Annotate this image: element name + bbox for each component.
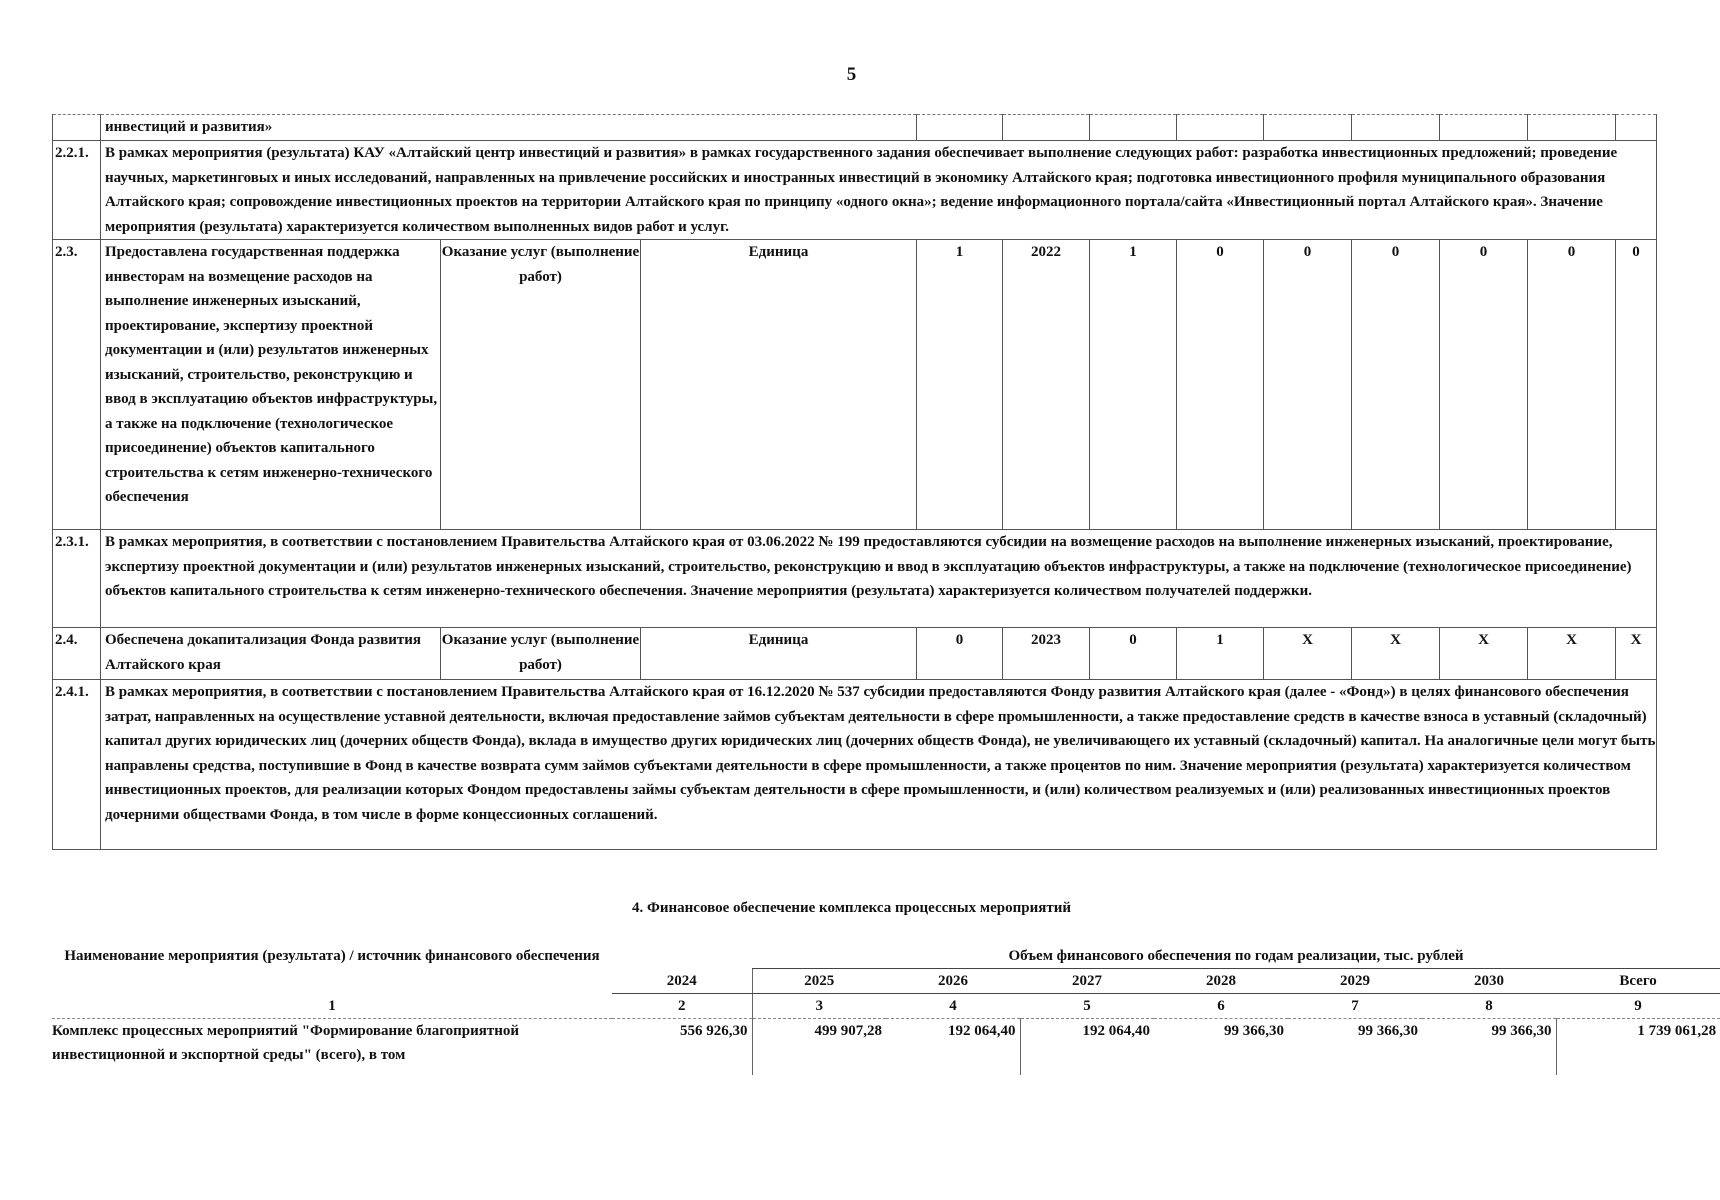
year-header: 2025: [752, 969, 886, 994]
table-row: [52, 1019, 1720, 1075]
cell: [1003, 115, 1090, 141]
column-index: 1: [52, 994, 612, 1019]
row-code: 2.4.1.: [53, 680, 101, 850]
amount-cell: 556 926,30: [680, 1023, 748, 1039]
value-cell: 0: [917, 628, 1003, 680]
row-description: В рамках мероприятия, в соответствии с постановлением Правительства Алтайского края от 03.06.2022 № 199 предоставляются субсидии на возмещение расходов на выполнение инженерных изысканий, проектирование, экспертизу проектной документации и (или) результатов инженерных изысканий, строительство, реконструкцию и ввод в эксплуатацию объектов инфраструктуры, а также на подключение (технологическое присоединение) объектов капитального строительства к сетям инженерно-технического обеспечения. Значение мероприятия (результата) характеризуется количеством получателей поддержки.: [101, 530, 1657, 628]
result-type: Оказание услуг (выполнение работ): [441, 628, 641, 680]
column-index: 2: [612, 994, 752, 1019]
year-header: 2026: [886, 969, 1020, 994]
row-code: [53, 115, 101, 141]
value-cell: 0: [1177, 240, 1264, 530]
finance-row-name: Комплекс процессных мероприятий "Формирование благоприятной инвестиционной и экспортной среды" (всего), в том: [52, 1023, 520, 1063]
name-column-header: Наименование мероприятия (результата) / источник финансового обеспечения: [64, 948, 600, 964]
year-group-header: Объем финансового обеспечения по годам реализации, тыс. рублей: [752, 944, 1720, 969]
amount-cell: 1 739 061,28: [1556, 1019, 1720, 1075]
table-row: [53, 240, 1657, 530]
results-table: [52, 114, 1657, 850]
value-cell: X: [1440, 628, 1528, 680]
row-code: 2.4.: [53, 628, 101, 680]
amount-cell: 192 064,40: [1020, 1019, 1154, 1075]
cell: [1177, 115, 1264, 141]
value-cell: 2023: [1003, 628, 1090, 680]
value-cell: 0: [1616, 240, 1657, 530]
cell: [612, 944, 752, 969]
value-cell: 1: [917, 240, 1003, 530]
year-header: 2028: [1154, 969, 1288, 994]
column-index: 6: [1154, 994, 1288, 1019]
finance-table: [52, 944, 1720, 1075]
row-code: 2.3.1.: [53, 530, 101, 628]
value-cell: X: [1528, 628, 1616, 680]
value-cell: 0: [1352, 240, 1440, 530]
section-title: 4. Финансовое обеспечение комплекса процессных мероприятий: [632, 900, 1071, 916]
value-cell: 2022: [1003, 240, 1090, 530]
table-row: [53, 628, 1657, 680]
column-index: 3: [752, 994, 886, 1019]
value-cell: 1: [1090, 240, 1177, 530]
value-cell: X: [1264, 628, 1352, 680]
row-description: В рамках мероприятия (результата) КАУ «Алтайский центр инвестиций и развития» в рамках государственного задания обеспечивает выполнение следующих работ: разработка инвестиционных предложений; проведение научных, маркетинговых и иных исследований, направленных на привлечение российских и иностранных инвестиций в экономику Алтайского края; подготовка инвестиционного профиля муниципального образования Алтайского края; сопровождение инвестиционных проектов на территории Алтайского края по принципу «одного окна»; ведение информационного портала/сайта «Инвестиционный портал Алтайского края». Значение мероприятия (результата) характеризуется количеством выполненных видов работ и услуг.: [101, 141, 1657, 240]
finance-index-row: [52, 994, 1720, 1019]
amount-cell: 99 366,30: [1491, 1023, 1552, 1039]
cell: [1440, 115, 1528, 141]
value-cell: 0: [1090, 628, 1177, 680]
result-unit: Единица: [641, 628, 917, 680]
cell: [1352, 115, 1440, 141]
table-row: [53, 680, 1657, 850]
column-index: 4: [886, 994, 1020, 1019]
value-cell: X: [1616, 628, 1657, 680]
row-code: 2.3.: [53, 240, 101, 530]
cell: [1616, 115, 1657, 141]
row-text: инвестиций и развития»: [101, 115, 917, 141]
value-cell: 0: [1440, 240, 1528, 530]
row-description: В рамках мероприятия, в соответствии с постановлением Правительства Алтайского края от 16.12.2020 № 537 субсидии предоставляются Фонду развития Алтайского края (далее - «Фонд») в целях финансового обеспечения затрат, направленных на осуществление уставной деятельности, включая предоставление займов субъектам деятельности в сфере промышленности, а также предоставление средств в качестве взноса в уставный (складочный) капитал других юридических лиц (дочерних обществ Фонда), вклада в имущество других юридических лиц (дочерних обществ Фонда), не увеличивающего их уставный (складочный) капитал. На аналогичные цели могут быть направлены средства, поступившие в Фонд в качестве возврата сумм займов субъектами деятельности в сфере промышленности, а также процентов по ним. Значение мероприятия (результата) характеризуется количеством инвестиционных проектов, для реализации которых Фондом предоставлены займы субъектам деятельности в сфере промышленности, и (или) количеством реализуемых и (или) реализованных инвестиционных проектов дочерними обществами Фонда, в том числе в форме концессионных соглашений.: [101, 680, 1657, 850]
result-name: Обеспечена докапитализация Фонда развития Алтайского края: [101, 628, 441, 680]
value-cell: 1: [1177, 628, 1264, 680]
table-row: [53, 115, 1657, 141]
year-header: 2024: [612, 969, 752, 994]
amount-cell: 192 064,40: [948, 1023, 1016, 1039]
result-type: Оказание услуг (выполнение работ): [441, 240, 641, 530]
table-row: [53, 530, 1657, 628]
finance-header-row: [52, 944, 1720, 969]
cell: [1528, 115, 1616, 141]
amount-cell: 499 907,28: [752, 1019, 886, 1075]
column-index: 8: [1422, 994, 1556, 1019]
amount-cell: 99 366,30: [1358, 1023, 1418, 1039]
table-row: [53, 141, 1657, 240]
value-cell: X: [1352, 628, 1440, 680]
result-unit: Единица: [641, 240, 917, 530]
page-number: 5: [846, 64, 857, 85]
year-header: 2029: [1288, 969, 1422, 994]
cell: [1090, 115, 1177, 141]
column-index: 5: [1020, 994, 1154, 1019]
cell: [917, 115, 1003, 141]
amount-cell: 99 366,30: [1224, 1023, 1284, 1039]
column-index: 7: [1288, 994, 1422, 1019]
year-header: Всего: [1556, 969, 1720, 994]
value-cell: 0: [1528, 240, 1616, 530]
year-header: 2030: [1422, 969, 1556, 994]
cell: [1264, 115, 1352, 141]
result-name: Предоставлена государственная поддержка инвесторам на возмещение расходов на выполнение инженерных изысканий, проектирование, экспертизу проектной документации и (или) результатов инженерных изысканий, строительство, реконструкцию и ввод в эксплуатацию объектов инфраструктуры, а также на подключение (технологическое присоединение) объектов капитального строительства к сетям инженерно-технического обеспечения: [101, 240, 441, 530]
row-code: 2.2.1.: [53, 141, 101, 240]
year-header: 2027: [1020, 969, 1154, 994]
value-cell: 0: [1264, 240, 1352, 530]
column-index: 9: [1556, 994, 1720, 1019]
